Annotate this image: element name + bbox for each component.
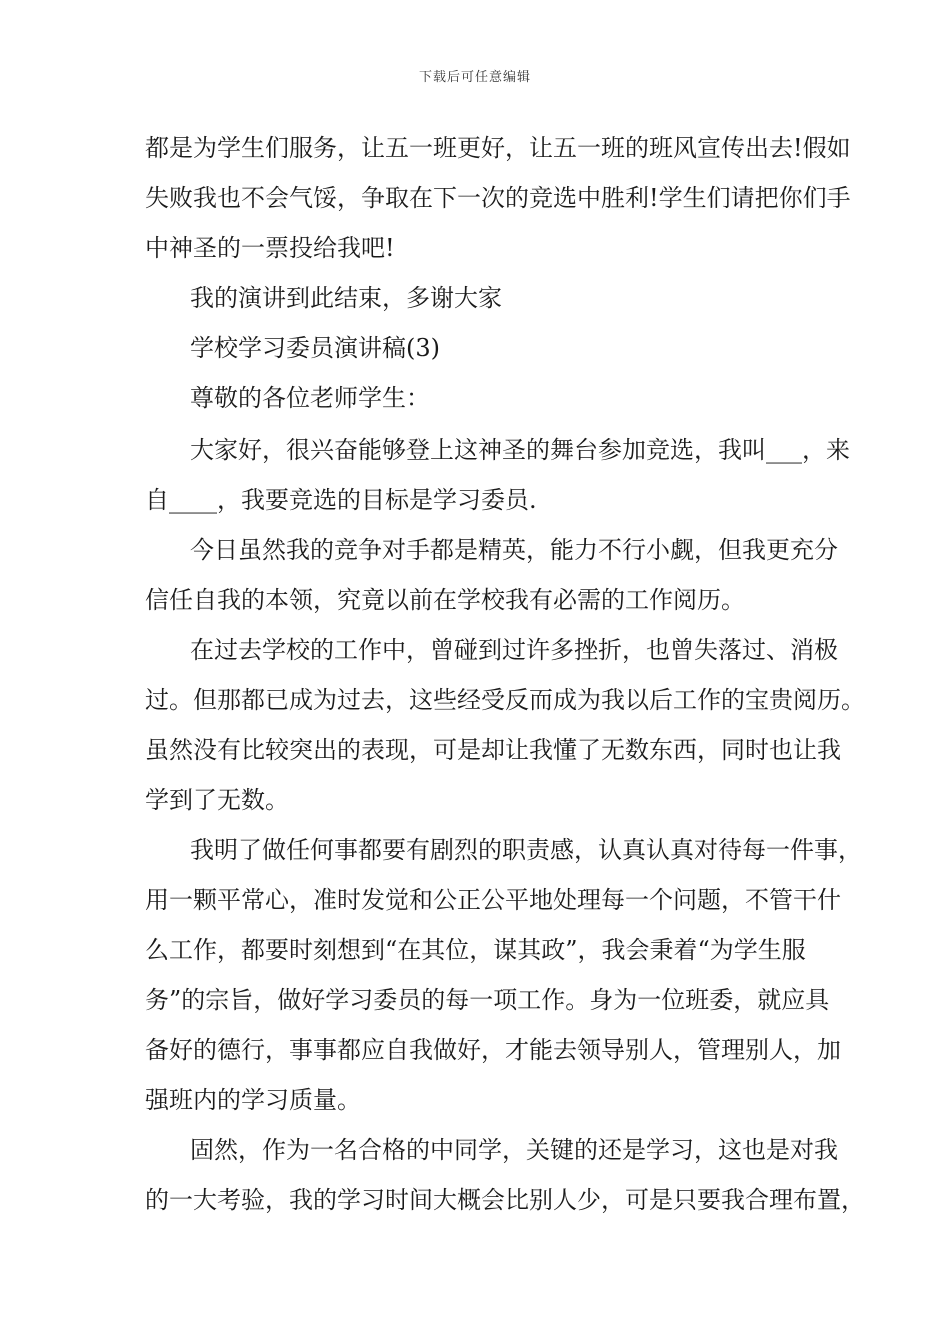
- text-line: 虽然没有比较突出的表现，可是却让我懂了无数东西，同时也让我: [145, 736, 841, 764]
- text-line: 今日虽然我的竞争对手都是精英，能力不行小觑，但我更充分: [190, 536, 838, 564]
- text-line: 备好的德行，事事都应自我做好，才能去领导别人，管理别人，加: [145, 1036, 841, 1064]
- text-line: 自____，我要竞选的目标是学习委员.: [145, 486, 537, 514]
- text-line: 强班内的学习质量。: [145, 1086, 361, 1114]
- text-line: 都是为学生们服务，让五一班更好，让五一班的班风宣传出去!假如: [145, 134, 851, 162]
- text-line: 过。但那都已成为过去，这些经受反而成为我以后工作的宝贵阅历。: [145, 686, 865, 714]
- text-line: 在过去学校的工作中，曾碰到过许多挫折，也曾失落过、消极: [190, 636, 838, 664]
- section-title: 学校学习委员演讲稿(3): [190, 334, 440, 362]
- text-line: 我明了做任何事都要有剧烈的职责感，认真认真对待每一件事，: [190, 836, 862, 864]
- text-line: 失败我也不会气馁，争取在下一次的竞选中胜利!学生们请把你们手: [145, 184, 851, 212]
- text-line: 我的演讲到此结束，多谢大家: [190, 284, 502, 312]
- page-header: 下载后可任意编辑: [418, 70, 531, 85]
- text-line: 务”的宗旨，做好学习委员的每一项工作。身为一位班委，就应具: [145, 986, 830, 1014]
- text-line: 的一大考验，我的学习时间大概会比别人少，可是只要我合理布置，: [145, 1186, 865, 1214]
- text-line: 用一颗平常心，准时发觉和公正公平地处理每一个问题，不管干什: [145, 886, 841, 914]
- text-line: 中神圣的一票投给我吧!: [145, 234, 395, 262]
- salutation: 尊敬的各位老师学生：: [190, 384, 430, 412]
- text-line: 学到了无数。: [145, 786, 289, 814]
- text-line: 么工作，都要时刻想到“在其位，谋其政”，我会秉着“为学生服: [145, 936, 806, 964]
- text-line: 大家好，很兴奋能够登上这神圣的舞台参加竞选，我叫___，来: [190, 436, 850, 464]
- text-line: 信任自我的本领，究竟以前在学校我有必需的工作阅历。: [145, 586, 745, 614]
- text-line: 固然，作为一名合格的中同学，关键的还是学习，这也是对我: [190, 1136, 838, 1164]
